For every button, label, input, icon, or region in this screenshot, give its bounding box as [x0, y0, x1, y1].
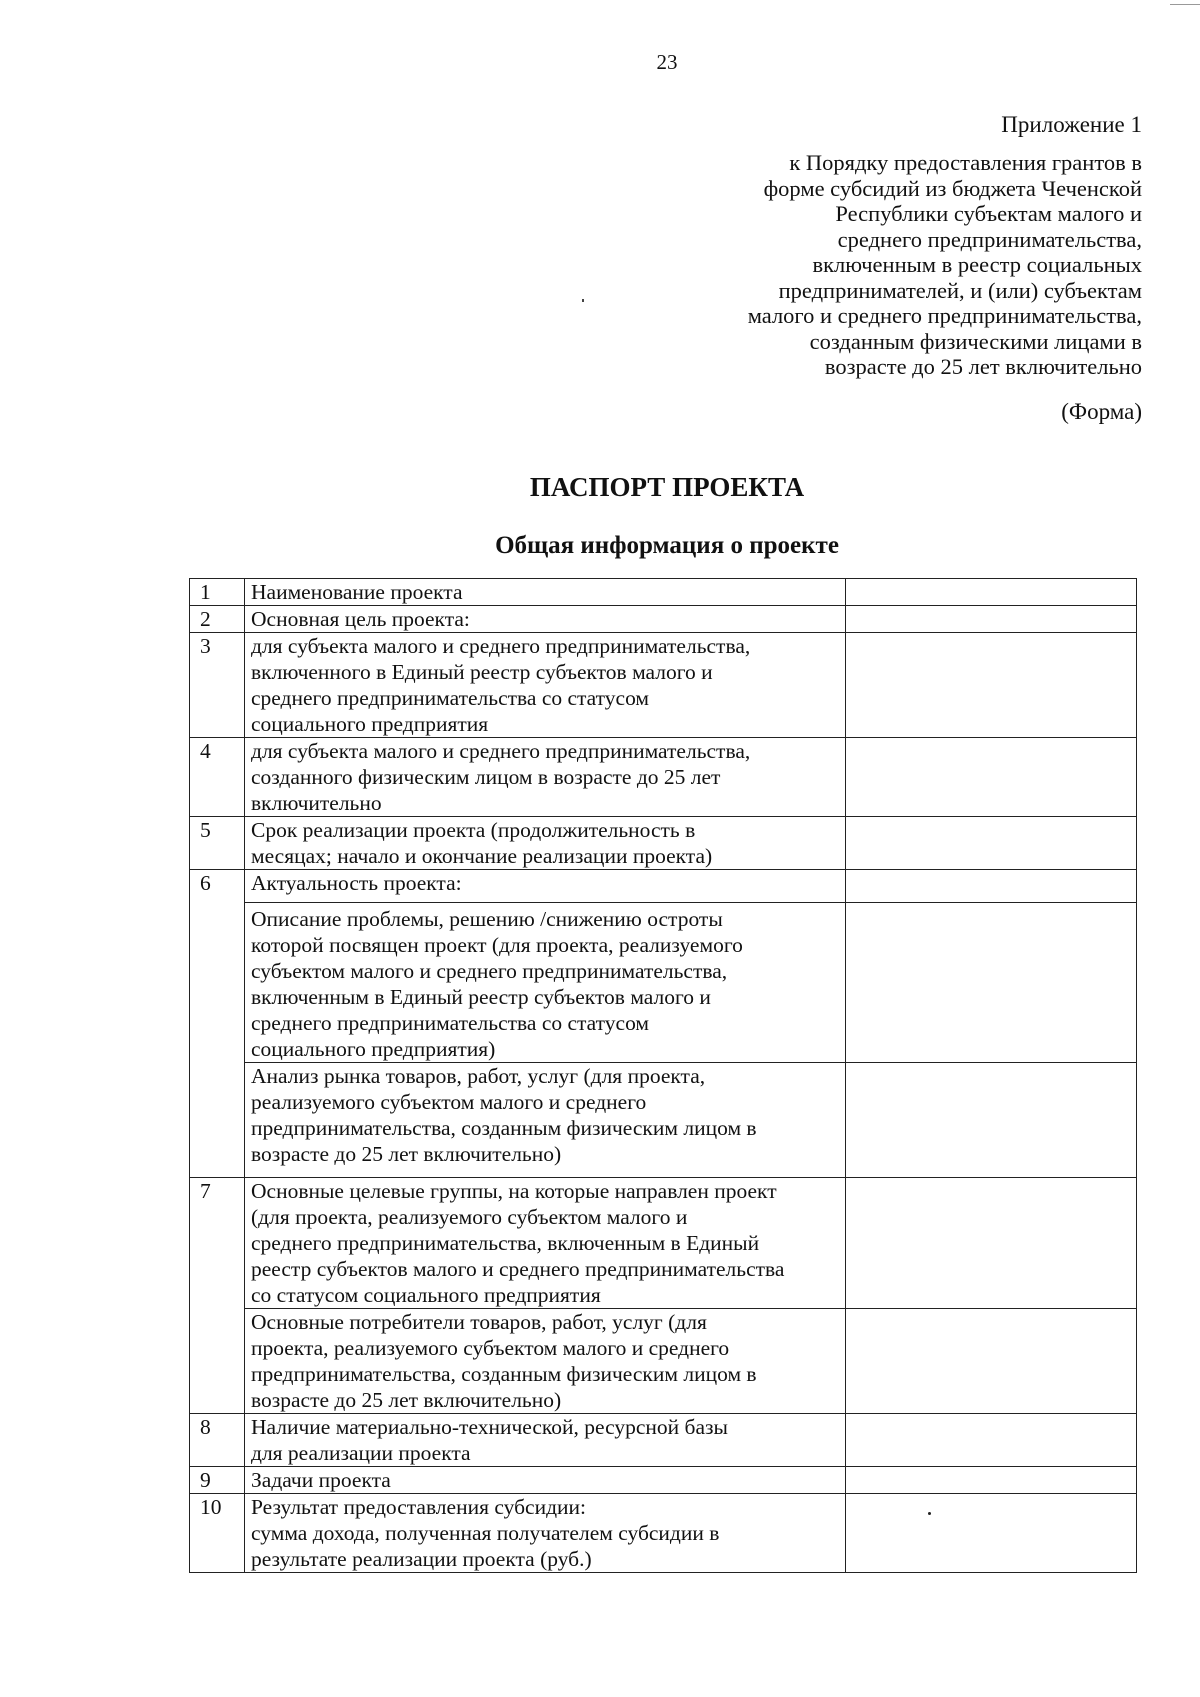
value-cell[interactable] — [846, 1414, 1137, 1467]
order-line: Республики субъектам малого и — [835, 201, 1142, 226]
row-label — [245, 1063, 846, 1178]
table-row — [190, 1309, 1137, 1414]
row-label — [245, 1494, 846, 1573]
row-number: 9 — [190, 1467, 245, 1494]
label-line: включенным в Единый реестр субъектов малого и — [251, 985, 711, 1009]
label-line: для субъекта малого и среднего предпринимательства, — [251, 634, 751, 658]
label-line: включительно — [251, 791, 382, 815]
order-line: среднего предпринимательства, — [837, 226, 1142, 252]
order-line: форме субсидий из бюджета Чеченской — [763, 175, 1142, 201]
order-line: возрасте до 25 лет включительно — [824, 354, 1142, 379]
value-cell[interactable] — [846, 1309, 1137, 1414]
row-number: 6 — [190, 870, 245, 1178]
row-label — [245, 633, 846, 738]
row-number: 10 — [190, 1494, 245, 1573]
row-label — [245, 903, 846, 1063]
table-row — [190, 870, 1137, 903]
row-label — [245, 817, 846, 870]
form-label: (Форма) — [1061, 399, 1142, 424]
row-number: 5 — [190, 817, 245, 870]
table-row — [190, 606, 1137, 633]
value-cell[interactable] — [846, 1178, 1137, 1309]
value-cell[interactable] — [846, 633, 1137, 738]
value-cell[interactable] — [846, 903, 1137, 1063]
table-row — [190, 817, 1137, 870]
value-cell[interactable] — [846, 1063, 1137, 1178]
label-line: месяцах; начало и окончание реализации проекта) — [251, 844, 713, 868]
label-line: возрасте до 25 лет включительно) — [251, 1388, 562, 1412]
label-line: реестр субъектов малого и среднего предпринимательства — [251, 1257, 785, 1281]
label-line: результате реализации проекта (руб.) — [251, 1547, 592, 1571]
order-line: созданным физическими лицами в — [809, 328, 1142, 354]
label-line: (для проекта, реализуемого субъектом малого и — [251, 1205, 688, 1229]
label-line: социального предприятия) — [251, 1037, 496, 1061]
label-line: сумма дохода, полученная получателем субсидии в — [251, 1521, 720, 1545]
label-line: Актуальность проекта: — [251, 871, 462, 895]
label-line: которой посвящен проект (для проекта, реализуемого — [251, 933, 743, 957]
label-line: среднего предпринимательства, включенным в Единый — [251, 1231, 760, 1255]
label-line: Анализ рынка товаров, работ, услуг (для проекта, — [251, 1064, 706, 1088]
label-line: Результат предоставления субсидии: — [251, 1495, 586, 1519]
label-line: проекта, реализуемого субъектом малого и среднего — [251, 1336, 730, 1360]
value-cell[interactable] — [846, 579, 1137, 606]
row-label — [245, 870, 846, 903]
table-row — [190, 1467, 1137, 1494]
table-row — [190, 633, 1137, 738]
table-row — [190, 1494, 1137, 1573]
project-info-table — [189, 578, 1137, 1573]
label-line: предпринимательства, созданным физическим лицом в — [251, 1362, 757, 1386]
value-cell[interactable] — [846, 1467, 1137, 1494]
label-line: реализуемого субъектом малого и среднего — [251, 1090, 647, 1114]
value-cell[interactable] — [846, 817, 1137, 870]
label-line: Срок реализации проекта (продолжительность в — [251, 818, 696, 842]
row-number: 1 — [190, 579, 245, 606]
label-line: Наименование проекта — [251, 580, 463, 604]
scan-speck — [582, 299, 584, 302]
label-line: Основные потребители товаров, работ, услуг (для — [251, 1310, 707, 1334]
row-label — [245, 1178, 846, 1309]
table-row — [190, 1178, 1137, 1309]
row-label — [245, 738, 846, 817]
row-label — [245, 1309, 846, 1414]
section-title: Общая информация о проекте — [495, 532, 839, 559]
order-line: предпринимателей, и (или) субъектам — [778, 277, 1142, 303]
label-line: включенного в Единый реестр субъектов малого и — [251, 660, 713, 684]
label-line: созданного физическим лицом в возрасте до 25 лет — [251, 765, 721, 789]
label-line: среднего предпринимательства со статусом — [251, 1011, 650, 1035]
row-label — [245, 1414, 846, 1467]
label-line: социального предприятия — [251, 712, 489, 736]
table-row — [190, 1063, 1137, 1178]
label-line: Основная цель проекта: — [251, 607, 470, 631]
order-line: малого и среднего предпринимательства, — [747, 303, 1142, 328]
row-label — [245, 579, 846, 606]
value-cell[interactable] — [846, 606, 1137, 633]
label-line: для реализации проекта — [251, 1441, 471, 1465]
row-label — [245, 606, 846, 633]
row-number: 2 — [190, 606, 245, 633]
row-number: 4 — [190, 738, 245, 817]
row-number: 7 — [190, 1178, 245, 1414]
label-line: со статусом социального предприятия — [251, 1283, 601, 1307]
table-row — [190, 1414, 1137, 1467]
table-row — [190, 738, 1137, 817]
table-row — [190, 903, 1137, 1063]
value-cell[interactable] — [846, 1494, 1137, 1573]
label-line: Задачи проекта — [251, 1468, 391, 1492]
label-line: Основные целевые группы, на которые направлен проект — [251, 1179, 777, 1203]
scan-edge-mark — [1170, 4, 1200, 5]
dot-mark — [928, 1512, 931, 1515]
label-line: для субъекта малого и среднего предпринимательства, — [251, 739, 751, 763]
value-cell[interactable] — [846, 738, 1137, 817]
appendix-label: Приложение 1 — [1001, 112, 1142, 137]
label-line: Описание проблемы, решению /снижению остроты — [251, 907, 723, 931]
label-line: Наличие материально-технической, ресурсной базы — [251, 1415, 728, 1439]
value-cell[interactable] — [846, 870, 1137, 903]
row-number: 3 — [190, 633, 245, 738]
label-line: субъектом малого и среднего предпринимательства, — [251, 959, 728, 983]
label-line: возрасте до 25 лет включительно) — [251, 1142, 562, 1166]
document-title: ПАСПОРТ ПРОЕКТА — [529, 472, 805, 502]
row-number: 8 — [190, 1414, 245, 1467]
order-line: к Порядку предоставления грантов в — [789, 150, 1142, 175]
label-line: среднего предпринимательства со статусом — [251, 686, 650, 710]
order-reference — [682, 150, 1142, 380]
row-label — [245, 1467, 846, 1494]
label-line: предпринимательства, созданным физическим лицом в — [251, 1116, 757, 1140]
page-number: 23 — [656, 50, 678, 74]
table-row — [190, 579, 1137, 606]
order-line: включенным в реестр социальных — [812, 252, 1142, 277]
